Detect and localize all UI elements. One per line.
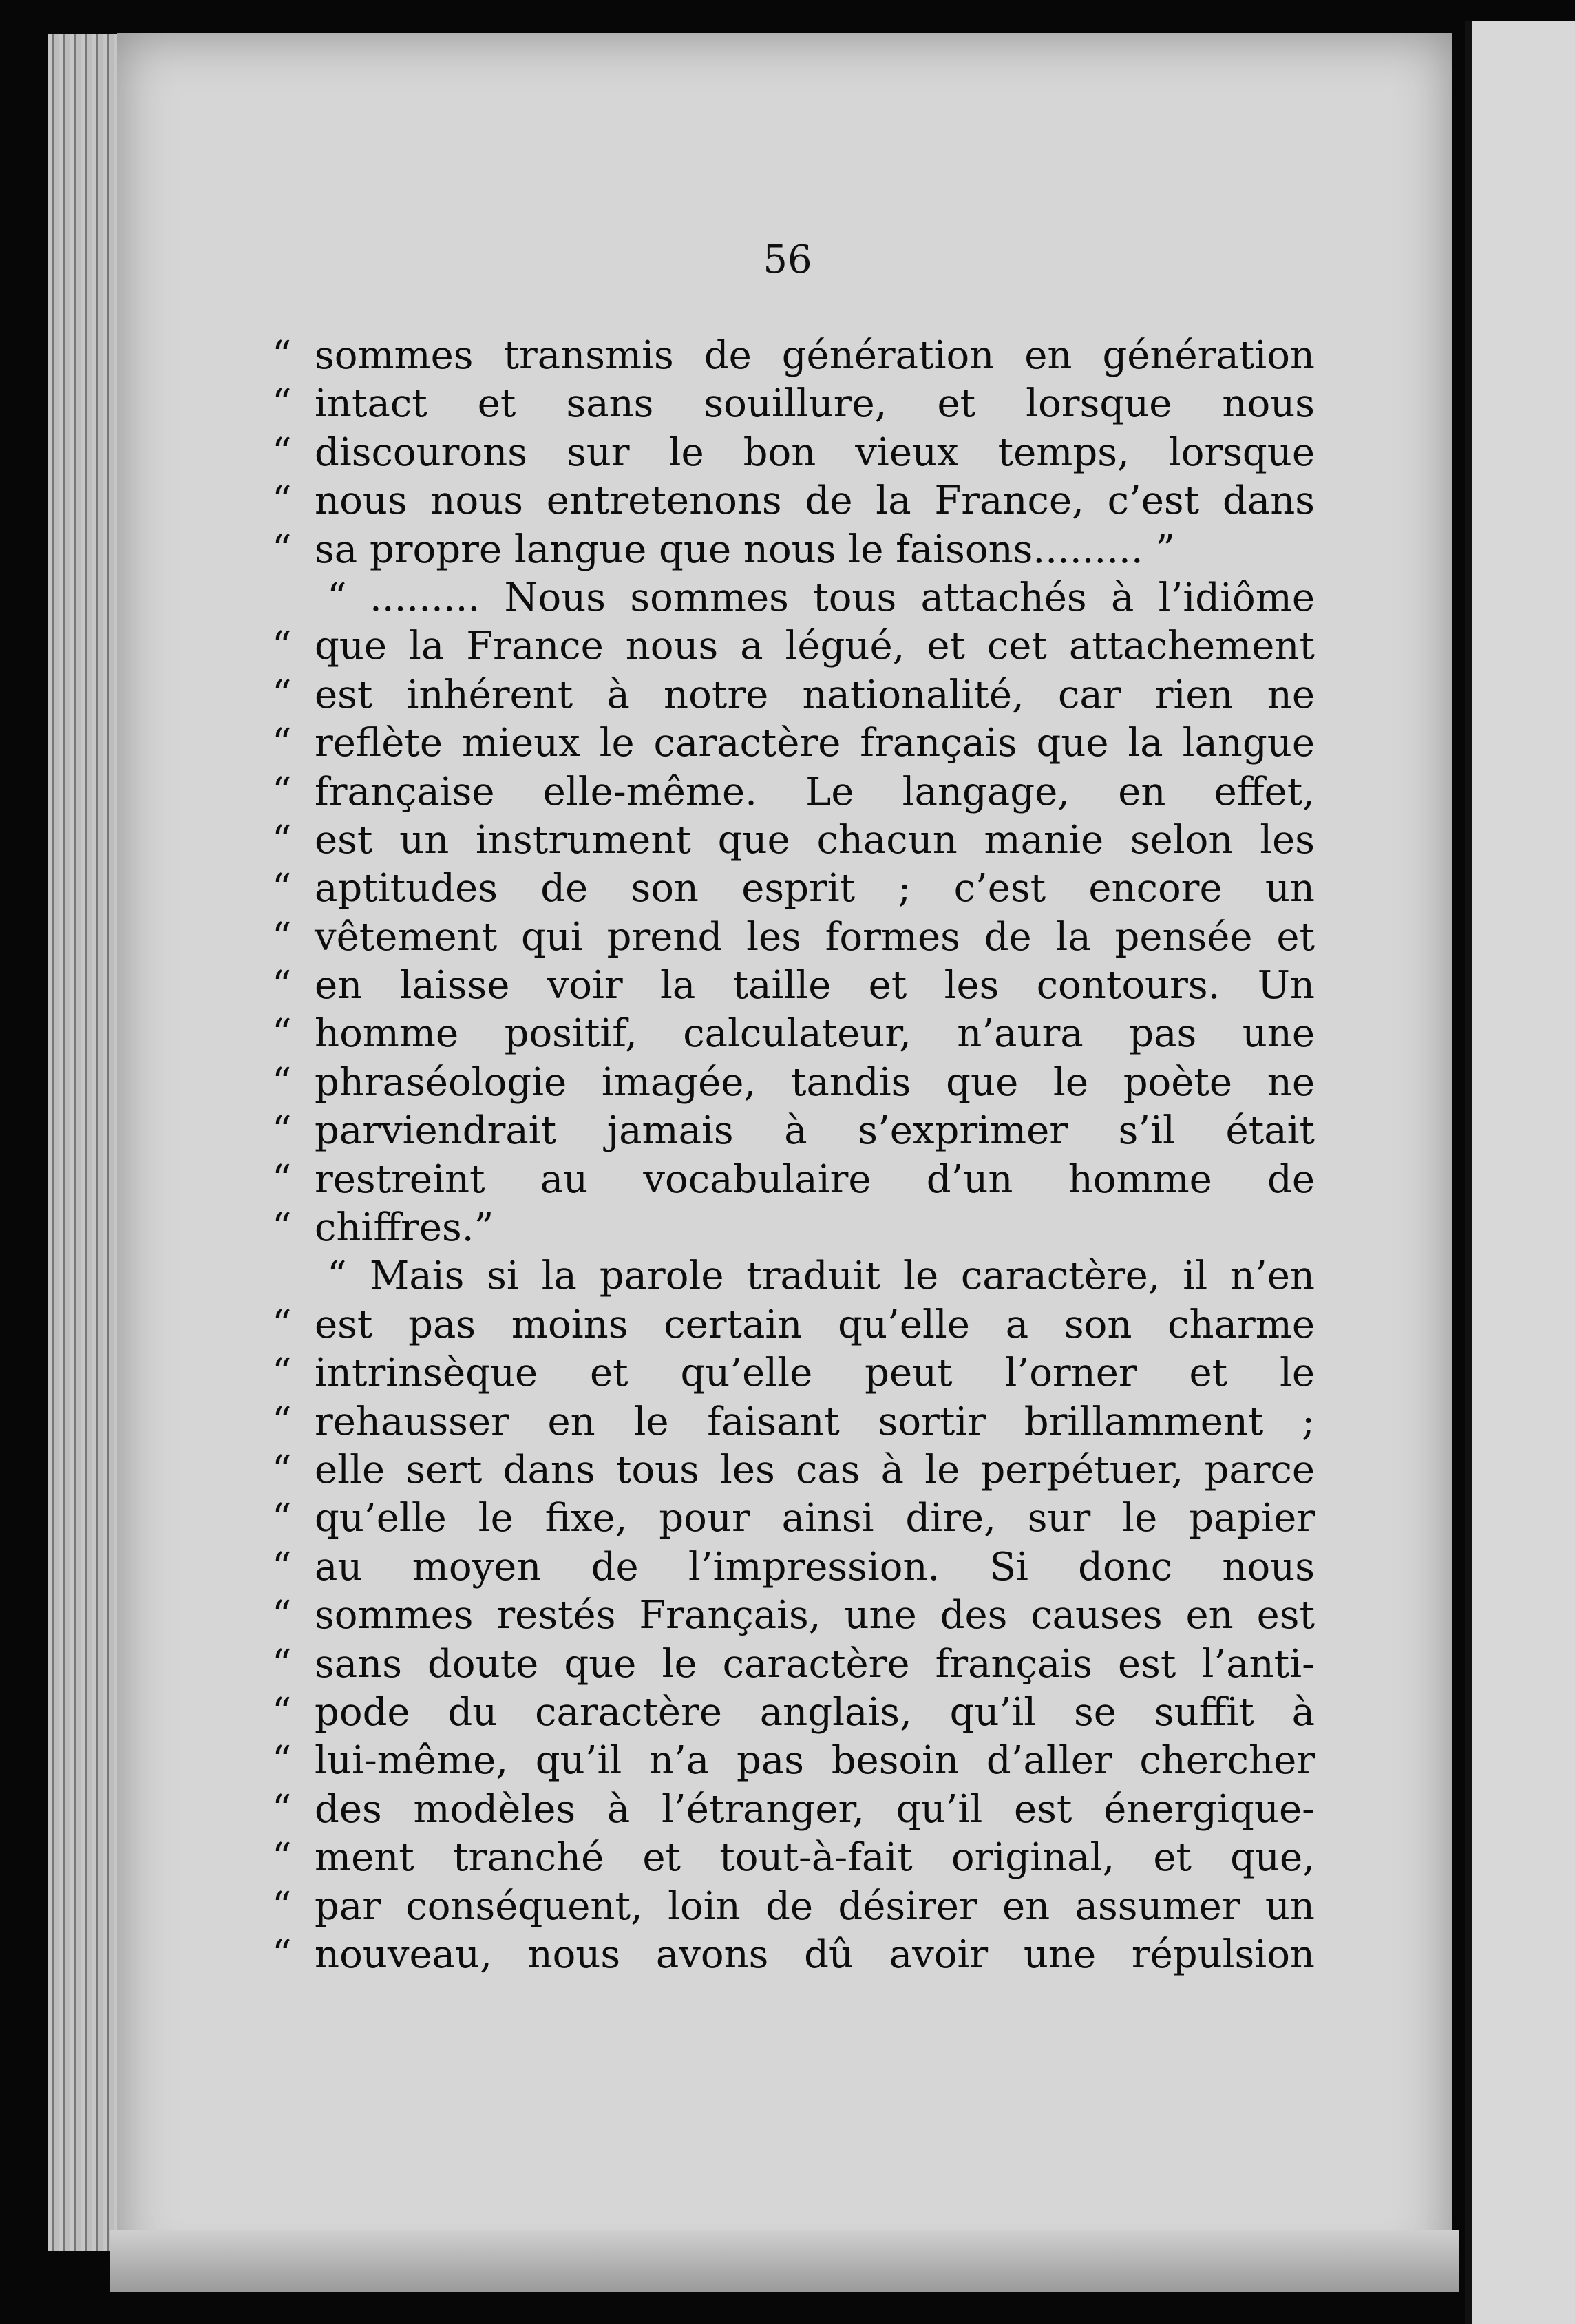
line-text: reflète mieux le caractère français que la langue: [315, 721, 1315, 766]
page-number: 56: [763, 237, 812, 282]
line-text: sans doute que le caractère français est l’anti-: [315, 1641, 1315, 1687]
line-text: française elle-même. Le langage, en effet,: [315, 769, 1315, 814]
line-text: phraséologie imagée, tandis que le poète ne: [315, 1059, 1315, 1105]
text-line: [272, 622, 1315, 670]
quote-mark: “: [272, 1932, 292, 1977]
line-text: chiffres.”: [315, 1205, 494, 1251]
line-text: sommes restés Français, une des causes en est: [315, 1593, 1315, 1638]
line-text: aptitudes de son esprit ; c’est encore un: [315, 866, 1315, 911]
line-text: en laisse voir la taille et les contours. Un: [315, 963, 1315, 1008]
line-text: rehausser en le faisant sortir brillamment ;: [315, 1399, 1315, 1444]
line-text: discourons sur le bon vieux temps, lorsque: [315, 430, 1315, 475]
quote-mark: “: [272, 430, 292, 475]
text-line: [272, 1883, 1315, 1931]
text-line: [272, 913, 1315, 962]
quote-mark: “: [272, 1496, 292, 1541]
quote-mark: “: [272, 1544, 292, 1589]
line-text: Mais si la parole traduit le caractère, il n’en: [370, 1254, 1315, 1299]
quote-mark: “: [272, 817, 292, 863]
text-line: [272, 1010, 1315, 1058]
line-text: sa propre langue que nous le faisons......... ”: [315, 527, 1176, 572]
quote-mark: “: [272, 1011, 292, 1057]
text-line: [272, 332, 1315, 380]
text-line: [272, 1834, 1315, 1882]
text-line: [272, 1252, 1315, 1300]
quote-mark: “: [272, 1593, 292, 1638]
quote-mark: “: [272, 1835, 292, 1881]
quote-mark: “: [272, 1689, 292, 1735]
line-text: ment tranché et tout-à-fait original, et que,: [315, 1835, 1315, 1881]
line-text: est inhérent à notre nationalité, car rien ne: [315, 672, 1315, 717]
quote-mark: “: [272, 381, 292, 427]
body-text: [272, 332, 1315, 1979]
quote-mark: “: [272, 963, 292, 1008]
text-line: [272, 1301, 1315, 1349]
text-line: [272, 1398, 1315, 1446]
text-line: [272, 719, 1315, 768]
text-line: [272, 1204, 1315, 1252]
quote-mark: “: [327, 1254, 347, 1299]
quote-mark: “: [272, 478, 292, 524]
text-line: [272, 1737, 1315, 1785]
line-text: nous nous entretenons de la France, c’est dans: [315, 478, 1315, 524]
text-line: [272, 380, 1315, 428]
text-line: [272, 574, 1315, 622]
quote-mark: “: [272, 866, 292, 911]
page-bottom-shadow: [110, 2230, 1459, 2292]
text-line: [272, 1156, 1315, 1204]
text-line: [272, 1640, 1315, 1689]
quote-mark: “: [272, 1786, 292, 1832]
quote-mark: “: [272, 1738, 292, 1784]
quote-mark: “: [272, 914, 292, 960]
text-line: [272, 1349, 1315, 1397]
text-line: [272, 1543, 1315, 1592]
line-text: intact et sans souillure, et lorsque nous: [315, 381, 1315, 427]
line-text: des modèles à l’étranger, qu’il est énergique-: [315, 1786, 1315, 1832]
line-text: est un instrument que chacun manie selon les: [315, 817, 1315, 863]
quote-mark: “: [272, 1156, 292, 1202]
quote-mark: “: [272, 527, 292, 572]
quote-mark: “: [272, 1302, 292, 1347]
text-line: [272, 526, 1315, 574]
text-line: [272, 1689, 1315, 1737]
line-text: parviendrait jamais à s’exprimer s’il était: [315, 1108, 1315, 1154]
line-text: nouveau, nous avons dû avoir une répulsion: [315, 1932, 1315, 1977]
quote-mark: “: [272, 1883, 292, 1929]
text-line: [272, 429, 1315, 477]
text-line: [272, 1107, 1315, 1155]
line-text: lui-même, qu’il n’a pas besoin d’aller chercher: [315, 1738, 1315, 1784]
text-line: [272, 1786, 1315, 1834]
quote-mark: “: [272, 333, 292, 378]
quote-mark: “: [272, 1059, 292, 1105]
line-text: elle sert dans tous les cas à le perpétuer, parce: [315, 1447, 1315, 1492]
line-text: au moyen de l’impression. Si donc nous: [315, 1544, 1315, 1589]
quote-mark: “: [272, 1108, 292, 1154]
line-text: qu’elle le fixe, pour ainsi dire, sur le papier: [315, 1496, 1315, 1541]
text-line: [272, 671, 1315, 719]
quote-mark: “: [272, 624, 292, 669]
line-text: par conséquent, loin de désirer en assumer un: [315, 1883, 1315, 1929]
quote-mark: “: [272, 769, 292, 814]
text-line: [272, 768, 1315, 816]
line-text: que la France nous a légué, et cet attachement: [315, 624, 1315, 669]
quote-mark: “: [272, 1641, 292, 1687]
quote-mark: “: [272, 1399, 292, 1444]
text-line: [272, 865, 1315, 913]
quote-mark: “: [272, 721, 292, 766]
line-text: sommes transmis de génération en génération: [315, 333, 1315, 378]
text-line: [272, 1059, 1315, 1107]
line-text: vêtement qui prend les formes de la pensée et: [315, 914, 1315, 960]
quote-mark: “: [272, 1447, 292, 1492]
text-line: [272, 816, 1315, 865]
text-line: [272, 1592, 1315, 1640]
quote-mark: “: [272, 1205, 292, 1251]
line-text: pode du caractère anglais, qu’il se suffit à: [315, 1689, 1315, 1735]
quote-mark: “: [327, 575, 347, 620]
line-text: intrinsèque et qu’elle peut l’orner et le: [315, 1351, 1315, 1396]
text-line: [272, 1931, 1315, 1979]
text-line: [272, 1494, 1315, 1543]
line-text: restreint au vocabulaire d’un homme de: [315, 1156, 1315, 1202]
line-text: est pas moins certain qu’elle a son charme: [315, 1302, 1315, 1347]
text-line: [272, 1446, 1315, 1494]
text-line: [272, 477, 1315, 525]
quote-mark: “: [272, 1351, 292, 1396]
text-line: [272, 962, 1315, 1010]
line-text: homme positif, calculateur, n’aura pas une: [315, 1011, 1315, 1057]
facing-page-edge: [1465, 21, 1575, 2324]
quote-mark: “: [272, 672, 292, 717]
line-text: ......... Nous sommes tous attachés à l’idiôme: [370, 575, 1315, 620]
